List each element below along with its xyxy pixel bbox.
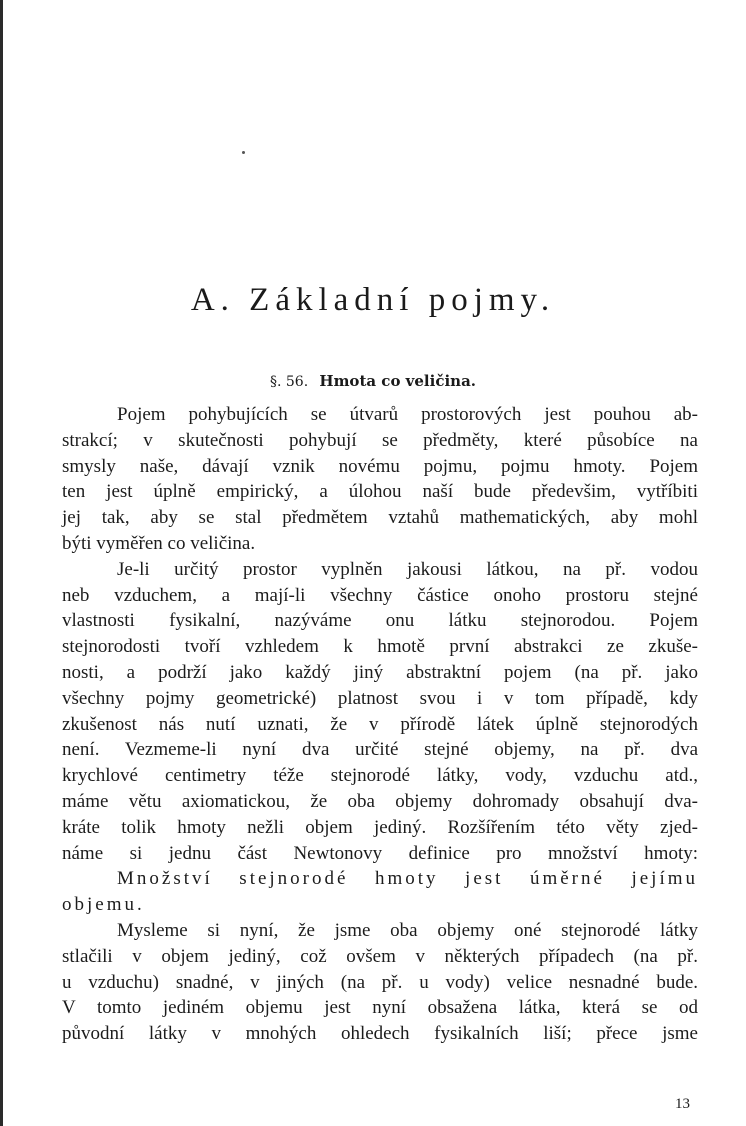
ink-speck	[242, 151, 245, 154]
text-line: jej tak, aby se stal předmětem vztahů mathematických, aby mohl	[62, 507, 698, 529]
text-line: náme si jednu část Newtonovy definice pro množství hmoty:	[62, 842, 698, 864]
text-line: stlačili v objem jediný, což ovšem v některých případech (na př.	[62, 945, 698, 967]
text-line: Mysleme si nyní, že jsme oba objemy oné stejnorodé látky	[117, 919, 698, 941]
text-line: V tomto jediném objemu jest nyní obsažena látka, která se od	[62, 997, 698, 1019]
text-line: smysly naše, dávají vznik novému pojmu, pojmu hmoty. Pojem	[62, 455, 698, 477]
chapter-title: A. Základní pojmy.	[190, 282, 556, 318]
text-line: ten jest úplně empirický, a úlohou naší bude předevšim, vytříbiti	[62, 481, 698, 503]
text-line: Množství stejnorodé hmoty jest úměrné jejímu	[117, 868, 698, 890]
section-number: §. 56.	[269, 374, 309, 390]
text-line: býti vyměřen co veličina.	[62, 532, 256, 554]
text-line: krychlové centimetry téže stejnorodé látky, vody, vzduchu atd.,	[62, 765, 698, 787]
text-line: objemu.	[62, 894, 145, 916]
text-line: Je-li určitý prostor vyplněn jakousi látkou, na př. vodou	[117, 558, 698, 580]
page-edge-shadow	[0, 0, 3, 1126]
text-line: zkušenost nás nutí uznati, že v přírodě látek úplně stejnorodých	[62, 713, 698, 735]
text-line: neb vzduchem, a mají-li všechny částice onoho prostoru stejné	[62, 584, 698, 606]
body-text	[62, 402, 698, 1047]
section-heading	[0, 372, 746, 390]
text-line: nosti, a podrží jako každý jiný abstraktní pojem (na př. jako	[62, 661, 698, 683]
text-line: máme větu axiomatickou, že oba objemy dohromady obsahují dva-	[62, 790, 698, 812]
text-line: není. Vezmeme-li nyní dva určité stejné objemy, na př. dva	[62, 739, 698, 761]
text-line: strakcí; v skutečnosti pohybují se předměty, které působíce na	[62, 429, 698, 451]
text-line: Pojem pohybujících se útvarů prostorových jest pouhou ab-	[117, 404, 698, 425]
text-line: kráte tolik hmoty nežli objem jediný. Rozšířením této věty zjed-	[62, 816, 698, 838]
text-line: vlastnosti fysikalní, nazýváme onu látku stejnorodou. Pojem	[62, 610, 698, 632]
section-title: Hmota co veličina.	[319, 372, 477, 390]
page-number: 13	[675, 1096, 690, 1112]
text-line: původní látky v mnohých ohledech fysikalních liší; přece jsme	[62, 1023, 698, 1045]
text-line: stejnorodosti tvoří vzhledem k hmotě první abstrakci ze zkuše-	[62, 636, 698, 658]
text-line: všechny pojmy geometrické) platnost svou i v tom případě, kdy	[62, 687, 698, 709]
text-line: u vzduchu) snadné, v jiných (na př. u vody) velice nesnadné bude.	[62, 971, 698, 993]
